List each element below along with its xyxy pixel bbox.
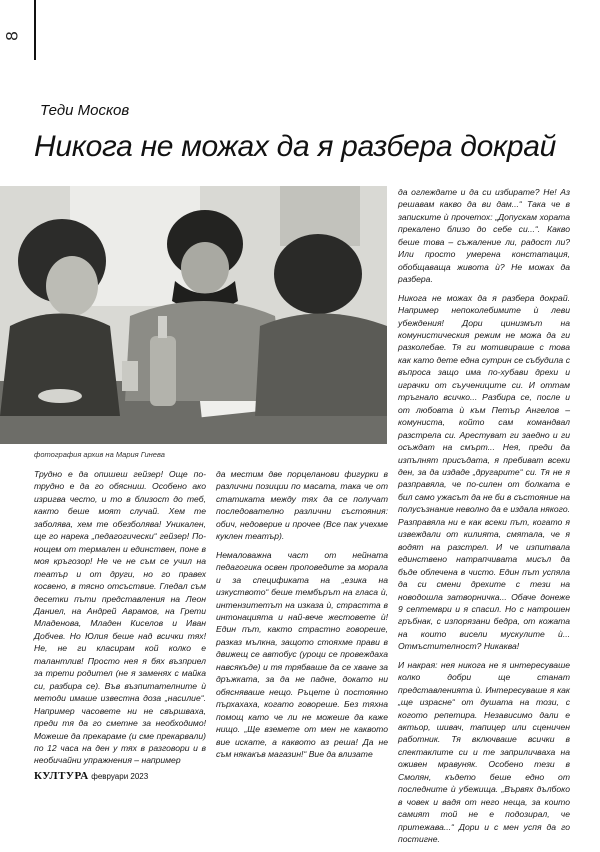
paragraph: Никога не можах да я разбера докрай. Например непоколебимите ѝ леви убеждения! Дори цинизмът на комунистическия режим не можа да ги разколебае. Тя ги мотивираше с това как като дете една сутрин се събудила с въпроса защо има по-хубави дрехи и играчки от съучениците си. И оттам тръгнало всичко... Разбира се, после и от любовта ѝ към Петър Ангелов – комуниста, който сам командвал разстрела си. Арестуват ги заедно и ги осъждат на смърт... Нея, преди да изпълнят присъдата, я пребиват всеки ден, за да издаде „другарите“ си. Тя не я разправяла, че по-силен от болката е бил само ужасът да не би в състояние на полусъзнание неволно да е издала някого. Разправяла ни е как всеки път, когато я извеждали от килията, смятала, че я водят на разстрел. И че изпитвала единствено натрапчивата мисъл да бъде облечена в чисто. Един път успяла да си смени дрехите с тези на новодошла затворничка... Обаче донеже 9 септември и я спасил. Но с натрошен гръбнак, с изпорязани бедра, от кожата на които висели мускулите ѝ... Отмъстителност? Никаква! [398,292,570,652]
text-column-1 [34,468,206,773]
photo-caption: фотография архив на Мария Гинева [34,450,165,459]
paragraph: да оглеждате и да си избирате? Не! Аз решавам какво да ви дам...“ Така че в записките ѝ прочетох: „Допускам хората прекалено близо до себе си...“. Какво беше това – съжаление ли, радост ли? Или просто умерена констатация, обобщаваща живота ѝ? Не можах да разбера. [398,187,570,285]
publication-logo: КУЛТУРА [34,770,89,782]
author-name: Теди Москов [40,102,130,119]
paragraph: да местим две порцеланови фигурки в различни позиции по масата, така че от статиката между тях да се получат последователно различни състояния: обич, недоверие и прочее (Все пак учехме куклен театър). [216,469,388,542]
paragraph: Трудно е да опишеш гейзер! Още по-трудно е да го обясниш. Особено ако изригва често, и то в близост до теб, както беше моят случай. Хем те заболява, хем те обезболява! Уникален, ще го нарека „педагогически“ гейзер! По-нощем от термален и единствен, поне в моя кръгозор! Не че не съм се учил на театър и от други, но го правех косвено, в тясно отсъствие. Гледал съм десетки пъти представления на Леон Даниел, на Андрей Аврамов, на Грети Младенова, Младен Киселов и Иван Добчев. Но Юлия беше над всички тях! Не, не ги класирам кой колко е талантлив! Просто нея я бях възприел за трети родител (не я заменях с майка си, разбира се). Във възпитателните ѝ методи имаше известна доза „насилие“. Например часовете ни не свършваха, преди тя да го сметне за необходимо! Можеше да прекараме (и сме прекарвали) по 12 часа на ден у тях в разговори и в необичайни упражнения – например [34,469,206,766]
text-column-3 [398,186,570,852]
photo-illustration [0,186,387,444]
page-number: 8 [2,31,22,41]
paragraph: Немаловажна част от нейната педагогика освен проповедите за морала и за спецификата на „езика на изкуството“ беше тембърът на гласа ѝ, интензитетът на изказа ѝ, страстта в интонацията и най-вече жестовете ѝ! Един път, както страстно говореше, разказ мълкна, защото стояхме прави в движещ се автобус (уроци се провеждаха навсякъде) и тя трябваше да се хване за дръжката, за да не падне, докато ни обясняваше нещо. Ръцете ѝ постоянно пърхахаха, когато говореше. Без тяхна помощ като че ли не можеше да каже нищо. „Ще вземете от мен не каквото вие искате, а каквото аз реша! Да не съм някакъв магазин!“ Вие да влизате [216,549,388,759]
article-headline: Никога не можах да я разбера докрай [34,130,556,163]
archive-photograph [0,186,387,444]
text-column-2 [216,468,388,766]
issue-date: февруари 2023 [91,772,149,781]
top-vertical-rule [34,0,36,60]
paragraph: И накрая: нея никога не я интересуваше колко добри ще станат представленията ѝ. Интересуваше я как „ще израсне“ от душата на този, с когото репетира. Независимо дали е актьор, шивач, тапицер или сценичен работник. Тя включваше всички в спектаклите си и те заприличваха на оживен мравуняк. Особено тези в Смолян, където беше едно от последните ѝ убежища. „Вървях дълбоко в човек и вадя от него неща, за които самият той не е подозирал, че притежава...“ Дори и с мен успя да го постигне. [398,659,570,845]
page-footer [34,770,148,782]
